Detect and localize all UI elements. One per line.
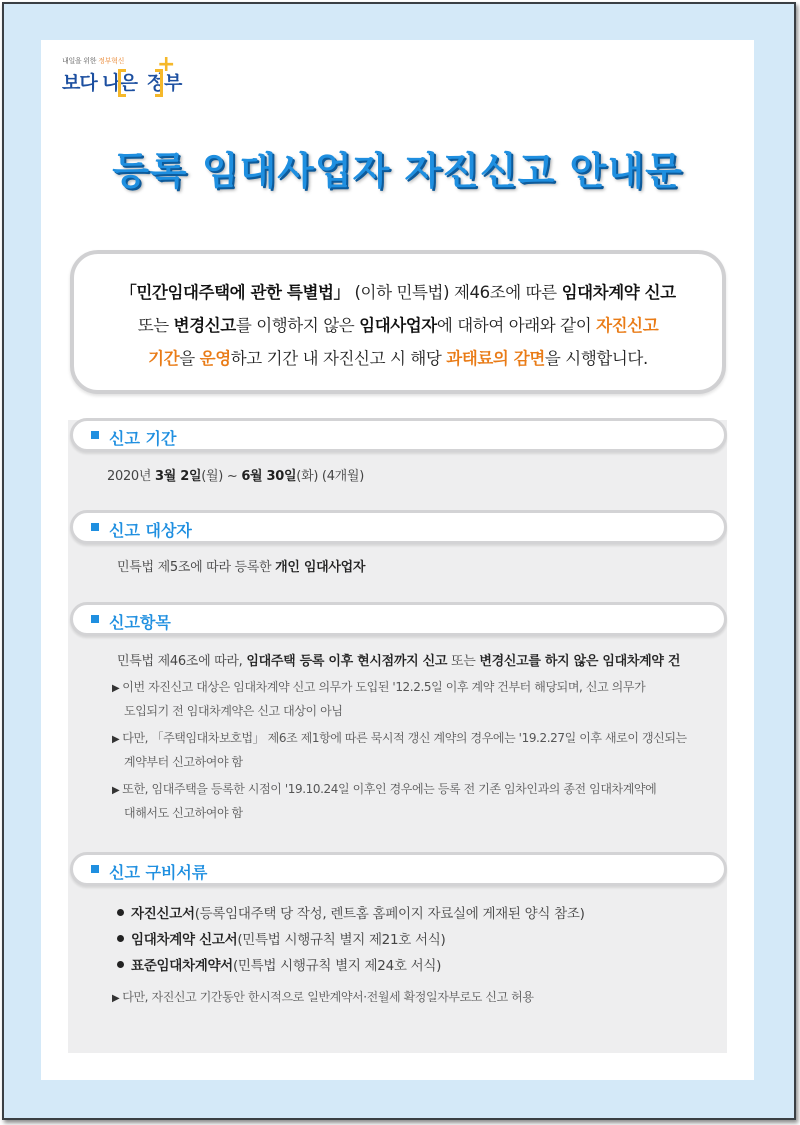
square-bullet-icon: [91, 523, 99, 531]
intro-line-3: 기간을 운영하고 기간 내 자진신고 시 해당 과태료의 감면을 시행합니다.: [148, 349, 648, 368]
section-title: 신고 대상자: [109, 521, 192, 540]
intro-line-1: 「민간임대주택에 관한 특별법」 (이하 민특법) 제46조에 따른 임대차계약 신고: [120, 283, 676, 302]
section-title: 신고 기간: [109, 429, 177, 448]
square-bullet-icon: [91, 865, 99, 873]
square-bullet-icon: [91, 431, 99, 439]
bullet-dot-icon: [117, 935, 124, 942]
items-lead-text: 민특법 제46조에 따라, 임대주택 등록 이후 현시점까지 신고 또는 변경신고를 하지 않은 임대차계약 건: [117, 654, 681, 669]
logo-bracket-left: [118, 69, 126, 97]
triangle-bullet-icon: ▶: [112, 683, 120, 694]
intro-box: [70, 250, 726, 394]
doc-item-2: 임대차계약 신고서(민특법 시행규칙 별지 제21호 서식): [117, 928, 445, 948]
government-logo: [62, 52, 182, 106]
logo-tagline: 내일을 위한 정부혁신: [62, 57, 125, 65]
items-note-2: ▶ 다만, 「주택임대차보호법」 제6조 제1항에 따른 묵시적 갱신 계약의 경우에는 '19.2.27일 이후 새로이 갱신되는 계약부터 신고하여야 함: [112, 731, 687, 769]
section-title: 신고 구비서류: [109, 863, 208, 882]
doc-item-1: 자진신고서(등록임대주택 당 작성, 렌트홈 홈페이지 자료실에 게재된 양식 참조): [117, 902, 585, 922]
bullet-dot-icon: [117, 909, 124, 916]
intro-line-2: 또는 변경신고를 이행하지 않은 임대사업자에 대하여 아래와 같이 자진신고: [137, 316, 659, 335]
triangle-bullet-icon: ▶: [112, 993, 120, 1004]
triangle-bullet-icon: ▶: [112, 785, 120, 796]
doc-item-3: 표준임대차계약서(민특법 시행규칙 별지 제24호 서식): [117, 954, 441, 974]
triangle-bullet-icon: ▶: [112, 734, 120, 745]
logo-plus-icon: +: [157, 52, 176, 77]
period-text: 2020년 3월 2일(월) ~ 6월 30일(화) (4개월): [107, 469, 364, 484]
items-note-3: ▶ 또한, 임대주택을 등록한 시점이 '19.10.24일 이후인 경우에는 등록 전 기존 임차인과의 종전 임대차계약에 대해서도 신고하여야 함: [112, 782, 657, 820]
section-header-docs: [70, 852, 727, 886]
square-bullet-icon: [91, 615, 99, 623]
items-note-1: ▶ 이번 자진신고 대상은 임대차계약 신고 의무가 도입된 '12.2.5일 이후 계약 건부터 해당되며, 신고 의무가 도입되기 전 임대차계약은 신고 대상이 아님: [112, 680, 646, 718]
target-text: 민특법 제5조에 따라 등록한 개인 임대사업자: [117, 560, 366, 575]
section-header-target: [70, 510, 727, 544]
section-header-period: [70, 418, 727, 452]
page-title: 등록 임대사업자 자진신고 안내문: [112, 149, 683, 193]
bullet-dot-icon: [117, 961, 124, 968]
logo-name: 보다 나은 정부: [62, 72, 182, 94]
section-title: 신고항목: [109, 613, 171, 632]
section-header-items: [70, 602, 727, 636]
docs-note: ▶ 다만, 자진신고 기간동안 한시적으로 일반계약서·전월세 확정일자부로도 신고 허용: [112, 990, 534, 1004]
